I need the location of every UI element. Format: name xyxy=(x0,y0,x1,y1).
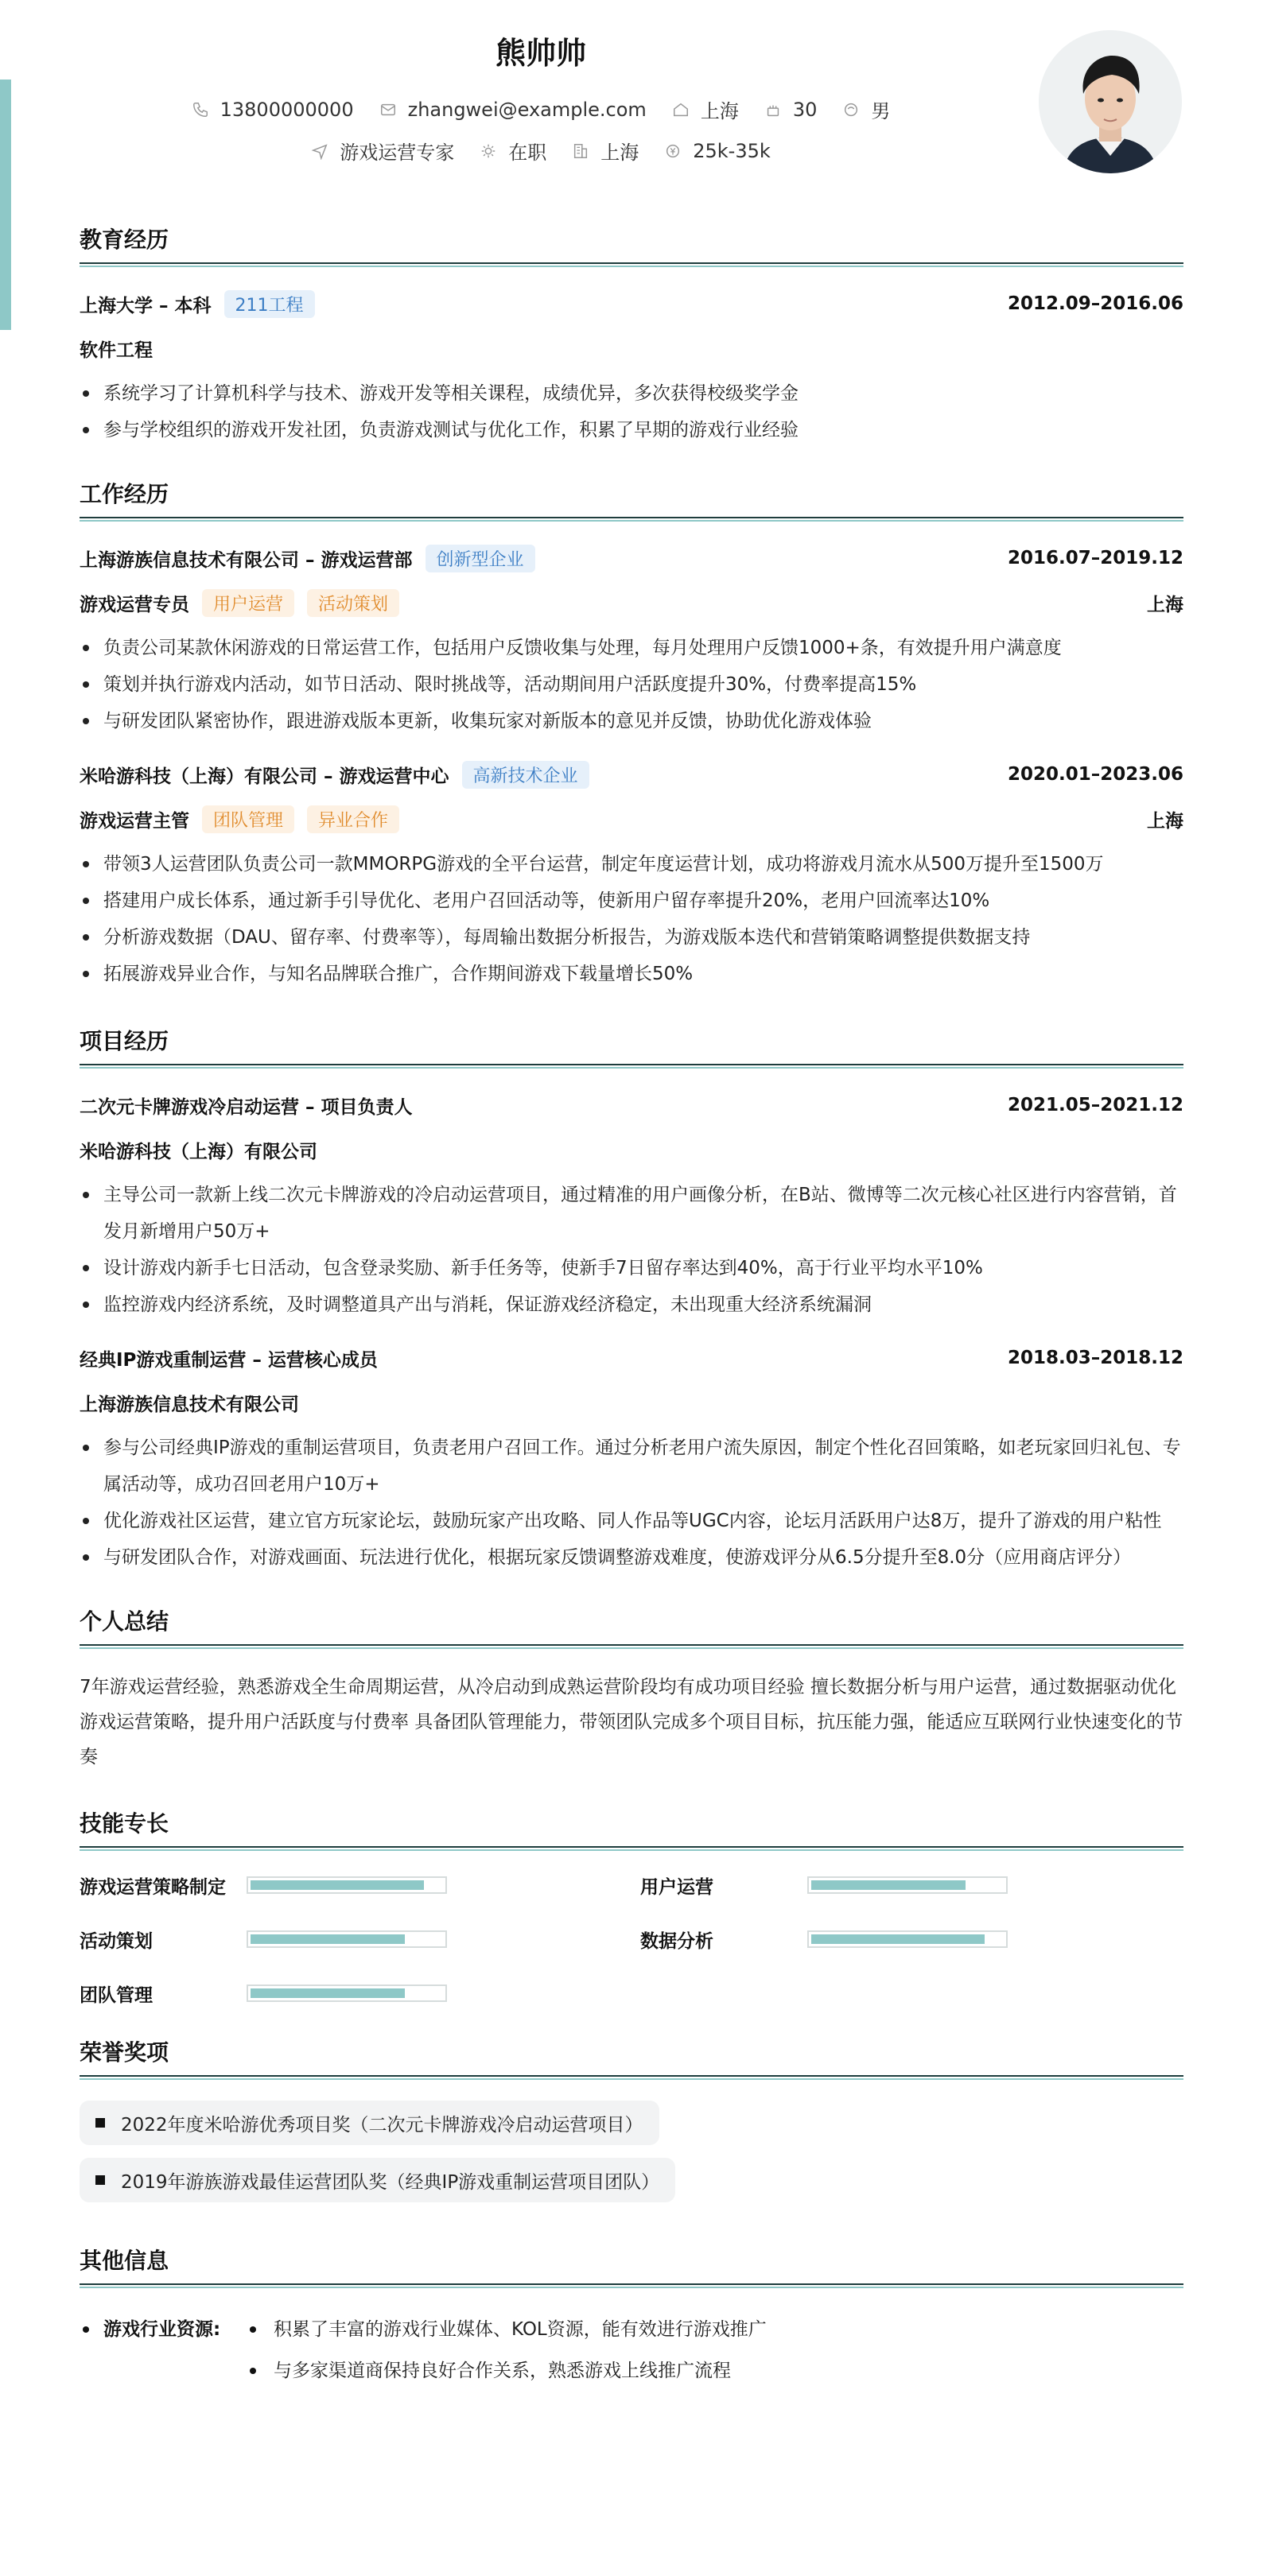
work-entry xyxy=(80,542,1183,739)
phone-info xyxy=(192,99,354,121)
job-status-info xyxy=(480,137,546,165)
skill-name: 数据分析 xyxy=(640,1930,713,1952)
status-icon xyxy=(480,142,497,160)
job-status-text: 在职 xyxy=(508,142,547,164)
honor-text: 2022年度米哈游优秀项目奖（二次元卡牌游戏冷启动运营项目） xyxy=(121,2114,643,2136)
work-location: 上海 xyxy=(1147,594,1183,615)
role-tag: 异业合作 xyxy=(307,805,399,833)
skill-bar xyxy=(247,1984,447,2002)
gender-icon xyxy=(842,101,860,118)
section-title: 荣誉奖项 xyxy=(80,2035,1183,2077)
skill-item xyxy=(80,1872,640,1899)
age-icon xyxy=(764,101,782,118)
skill-level-fill xyxy=(811,1880,966,1890)
skill-name: 活动策划 xyxy=(80,1930,153,1952)
education-section xyxy=(80,223,1183,448)
list-item: 与多家渠道商保持良好合作关系，熟悉游戏上线推广流程 xyxy=(248,2350,767,2392)
section-title: 工作经历 xyxy=(80,477,1183,518)
entry-subheader xyxy=(80,1134,1183,1166)
list-item: 分析游戏数据（DAU、留存率、付费率等），每周输出数据分析报告，为游戏版本迭代和营销策略调整提供数据支持 xyxy=(80,919,1183,956)
job-intent-row xyxy=(0,137,1082,165)
entry-date: 2021.05–2021.12 xyxy=(1007,1095,1183,1115)
section-title: 其他信息 xyxy=(80,2244,1183,2285)
bullet-list xyxy=(80,1177,1183,1323)
major-name: 软件工程 xyxy=(80,339,153,361)
age-info xyxy=(764,99,818,121)
other-list xyxy=(248,2309,767,2392)
target-city-text: 上海 xyxy=(600,142,639,164)
section-title: 教育经历 xyxy=(80,223,1183,264)
square-bullet-icon xyxy=(95,2118,105,2128)
entry-header xyxy=(80,758,1183,790)
honors-section xyxy=(80,2035,1183,2215)
entry-date: 2018.03–2018.12 xyxy=(1007,1348,1183,1368)
list-item: 与研发团队合作，对游戏画面、玩法进行优化，根据玩家反馈调整游戏难度，使游戏评分从6.5分提升至8.0分（应用商店评分） xyxy=(80,1539,1183,1576)
resume-header xyxy=(0,0,1263,191)
salary-info xyxy=(664,140,771,162)
honors-list xyxy=(80,2101,1183,2215)
skill-bar xyxy=(807,1876,1008,1894)
send-icon xyxy=(311,142,328,160)
work-section xyxy=(80,477,1183,992)
list-item: 负责公司某款休闲游戏的日常运营工作，包括用户反馈收集与处理，每月处理用户反馈1000+条，有效提升用户满意度 xyxy=(80,630,1183,666)
skills-section xyxy=(80,1806,1183,2007)
bullet-list xyxy=(80,630,1183,739)
entry-header xyxy=(80,288,1183,320)
entry-subheader xyxy=(80,587,1183,619)
bullet-list xyxy=(80,1430,1183,1576)
section-title: 技能专长 xyxy=(80,1806,1183,1848)
target-position-info xyxy=(311,137,454,165)
honor-item xyxy=(80,2101,659,2145)
skill-name: 游戏运营策略制定 xyxy=(80,1876,226,1898)
age-text: 30 xyxy=(792,98,818,121)
honor-item xyxy=(80,2158,675,2202)
contact-row xyxy=(0,95,1082,123)
company-tag: 高新技术企业 xyxy=(462,761,589,789)
school-name: 上海大学 – 本科 xyxy=(80,295,212,316)
gender-info xyxy=(842,95,890,123)
home-icon xyxy=(672,101,690,118)
avatar xyxy=(1039,30,1182,173)
skill-item xyxy=(80,1926,640,1953)
other-info xyxy=(80,2309,1183,2392)
gender-text: 男 xyxy=(871,100,891,122)
skill-level-fill xyxy=(251,1934,405,1944)
resume-content xyxy=(80,215,1183,2392)
entry-subheader xyxy=(80,1387,1183,1418)
project-entry xyxy=(80,1342,1183,1576)
entry-subheader xyxy=(80,803,1183,835)
profile-photo xyxy=(1039,30,1182,173)
other-section xyxy=(80,2244,1183,2392)
target-city-info xyxy=(572,137,639,165)
skill-item xyxy=(640,1926,1183,1953)
school-tag: 211工程 xyxy=(224,290,315,318)
company-name: 上海游族信息技术有限公司 – 游戏运营部 xyxy=(80,549,413,571)
bullet-list xyxy=(80,846,1183,992)
role-tag: 用户运营 xyxy=(202,589,294,617)
section-title: 个人总结 xyxy=(80,1604,1183,1646)
skill-name: 团队管理 xyxy=(80,1984,153,2006)
city-info xyxy=(672,95,739,123)
list-item: 优化游戏社区运营，建立官方玩家论坛，鼓励玩家产出攻略、同人作品等UGC内容，论坛月活跃用户达8万，提升了游戏的用户粘性 xyxy=(80,1503,1183,1539)
work-entry xyxy=(80,758,1183,992)
entry-date: 2020.01–2023.06 xyxy=(1007,764,1183,785)
entry-header xyxy=(80,542,1183,574)
education-entry xyxy=(80,288,1183,448)
skill-bar xyxy=(247,1930,447,1948)
skill-item xyxy=(80,1980,640,2007)
honor-text: 2019年游族游戏最佳运营团队奖（经典IP游戏重制运营项目团队） xyxy=(121,2171,660,2193)
list-item: 主导公司一款新上线二次元卡牌游戏的冷启动运营项目，通过精准的用户画像分析，在B站、微博等二次元核心社区进行内容营销，首发月新增用户50万+ xyxy=(80,1177,1183,1250)
project-entry xyxy=(80,1089,1183,1323)
salary-icon xyxy=(664,142,682,160)
list-item: 系统学习了计算机科学与技术、游戏开发等相关课程，成绩优异，多次获得校级奖学金 xyxy=(80,375,1183,412)
target-position-text: 游戏运营专家 xyxy=(340,142,455,164)
project-org: 米哈游科技（上海）有限公司 xyxy=(80,1141,317,1162)
building-icon xyxy=(572,142,589,160)
role-tag: 活动策划 xyxy=(307,589,399,617)
skill-bar xyxy=(247,1876,447,1894)
section-title: 项目经历 xyxy=(80,1024,1183,1065)
list-item: 参与公司经典IP游戏的重制运营项目，负责老用户召回工作。通过分析老用户流失原因，制定个性化召回策略，如老玩家回归礼包、专属活动等，成功召回老用户10万+ xyxy=(80,1430,1183,1503)
list-item: 监控游戏内经济系统，及时调整道具产出与消耗，保证游戏经济稳定，未出现重大经济系统漏洞 xyxy=(80,1286,1183,1323)
entry-subheader xyxy=(80,332,1183,364)
entry-header xyxy=(80,1342,1183,1374)
city-text: 上海 xyxy=(700,100,739,122)
role-name: 游戏运营主管 xyxy=(80,810,189,832)
skill-level-fill xyxy=(251,1988,405,1998)
email-info xyxy=(379,99,647,121)
list-item: 设计游戏内新手七日活动，包含登录奖励、新手任务等，使新手7日留存率达到40%，高于行业平均水平10% xyxy=(80,1250,1183,1286)
list-item: 与研发团队紧密协作，跟进游戏版本更新，收集玩家对新版本的意见并反馈，协助优化游戏体验 xyxy=(80,703,1183,739)
skill-bar xyxy=(807,1930,1008,1948)
project-name: 经典IP游戏重制运营 – 运营核心成员 xyxy=(80,1349,378,1371)
entry-date: 2012.09–2016.06 xyxy=(1007,293,1183,314)
phone-text: 13800000000 xyxy=(220,98,354,121)
entry-date: 2016.07–2019.12 xyxy=(1007,548,1183,568)
skill-name: 用户运营 xyxy=(640,1876,713,1898)
summary-section xyxy=(80,1604,1183,1775)
salary-text: 25k-35k xyxy=(693,139,771,162)
role-name: 游戏运营专员 xyxy=(80,594,189,615)
skill-level-fill xyxy=(811,1934,985,1944)
summary-text: 7年游戏运营经验，熟悉游戏全生命周期运营，从冷启动到成熟运营阶段均有成功项目经验 擅长数据分析与用户运营，通过数据驱动优化游戏运营策略，提升用户活跃度与付费率 具备团队管理能力，带领团队完成多个项目目标，抗压能力强，能适应互联网行业快速变化的节奏 xyxy=(80,1677,1183,1767)
list-item: 带领3人运营团队负责公司一款MMORPG游戏的全平台运营，制定年度运营计划，成功将游戏月流水从500万提升至1500万 xyxy=(80,846,1183,883)
candidate-name: 熊帅帅 xyxy=(495,36,586,71)
project-name: 二次元卡牌游戏冷启动运营 – 项目负责人 xyxy=(80,1096,413,1118)
skills-grid xyxy=(80,1872,1183,2007)
mail-icon xyxy=(379,101,397,118)
work-location: 上海 xyxy=(1147,810,1183,832)
list-item: 策划并执行游戏内活动，如节日活动、限时挑战等，活动期间用户活跃度提升30%，付费率提高15% xyxy=(80,666,1183,703)
other-label: 游戏行业资源: xyxy=(80,2309,248,2392)
project-section xyxy=(80,1024,1183,1576)
email-text: zhangwei@example.com xyxy=(407,98,647,121)
list-item: 积累了丰富的游戏行业媒体、KOL资源，能有效进行游戏推广 xyxy=(248,2309,767,2350)
role-tag: 团队管理 xyxy=(202,805,294,833)
company-tag: 创新型企业 xyxy=(426,545,535,572)
phone-icon xyxy=(192,101,209,118)
list-item: 拓展游戏异业合作，与知名品牌联合推广，合作期间游戏下载量增长50% xyxy=(80,956,1183,992)
square-bullet-icon xyxy=(95,2175,105,2185)
company-name: 米哈游科技（上海）有限公司 – 游戏运营中心 xyxy=(80,766,449,787)
skill-level-fill xyxy=(251,1880,424,1890)
project-org: 上海游族信息技术有限公司 xyxy=(80,1394,299,1415)
bullet-list xyxy=(80,375,1183,448)
entry-header xyxy=(80,1089,1183,1121)
skill-item xyxy=(640,1872,1183,1899)
list-item: 搭建用户成长体系，通过新手引导优化、老用户召回活动等，使新用户留存率提升20%，老用户回流率达10% xyxy=(80,883,1183,919)
list-item: 参与学校组织的游戏开发社团，负责游戏测试与优化工作，积累了早期的游戏行业经验 xyxy=(80,412,1183,448)
